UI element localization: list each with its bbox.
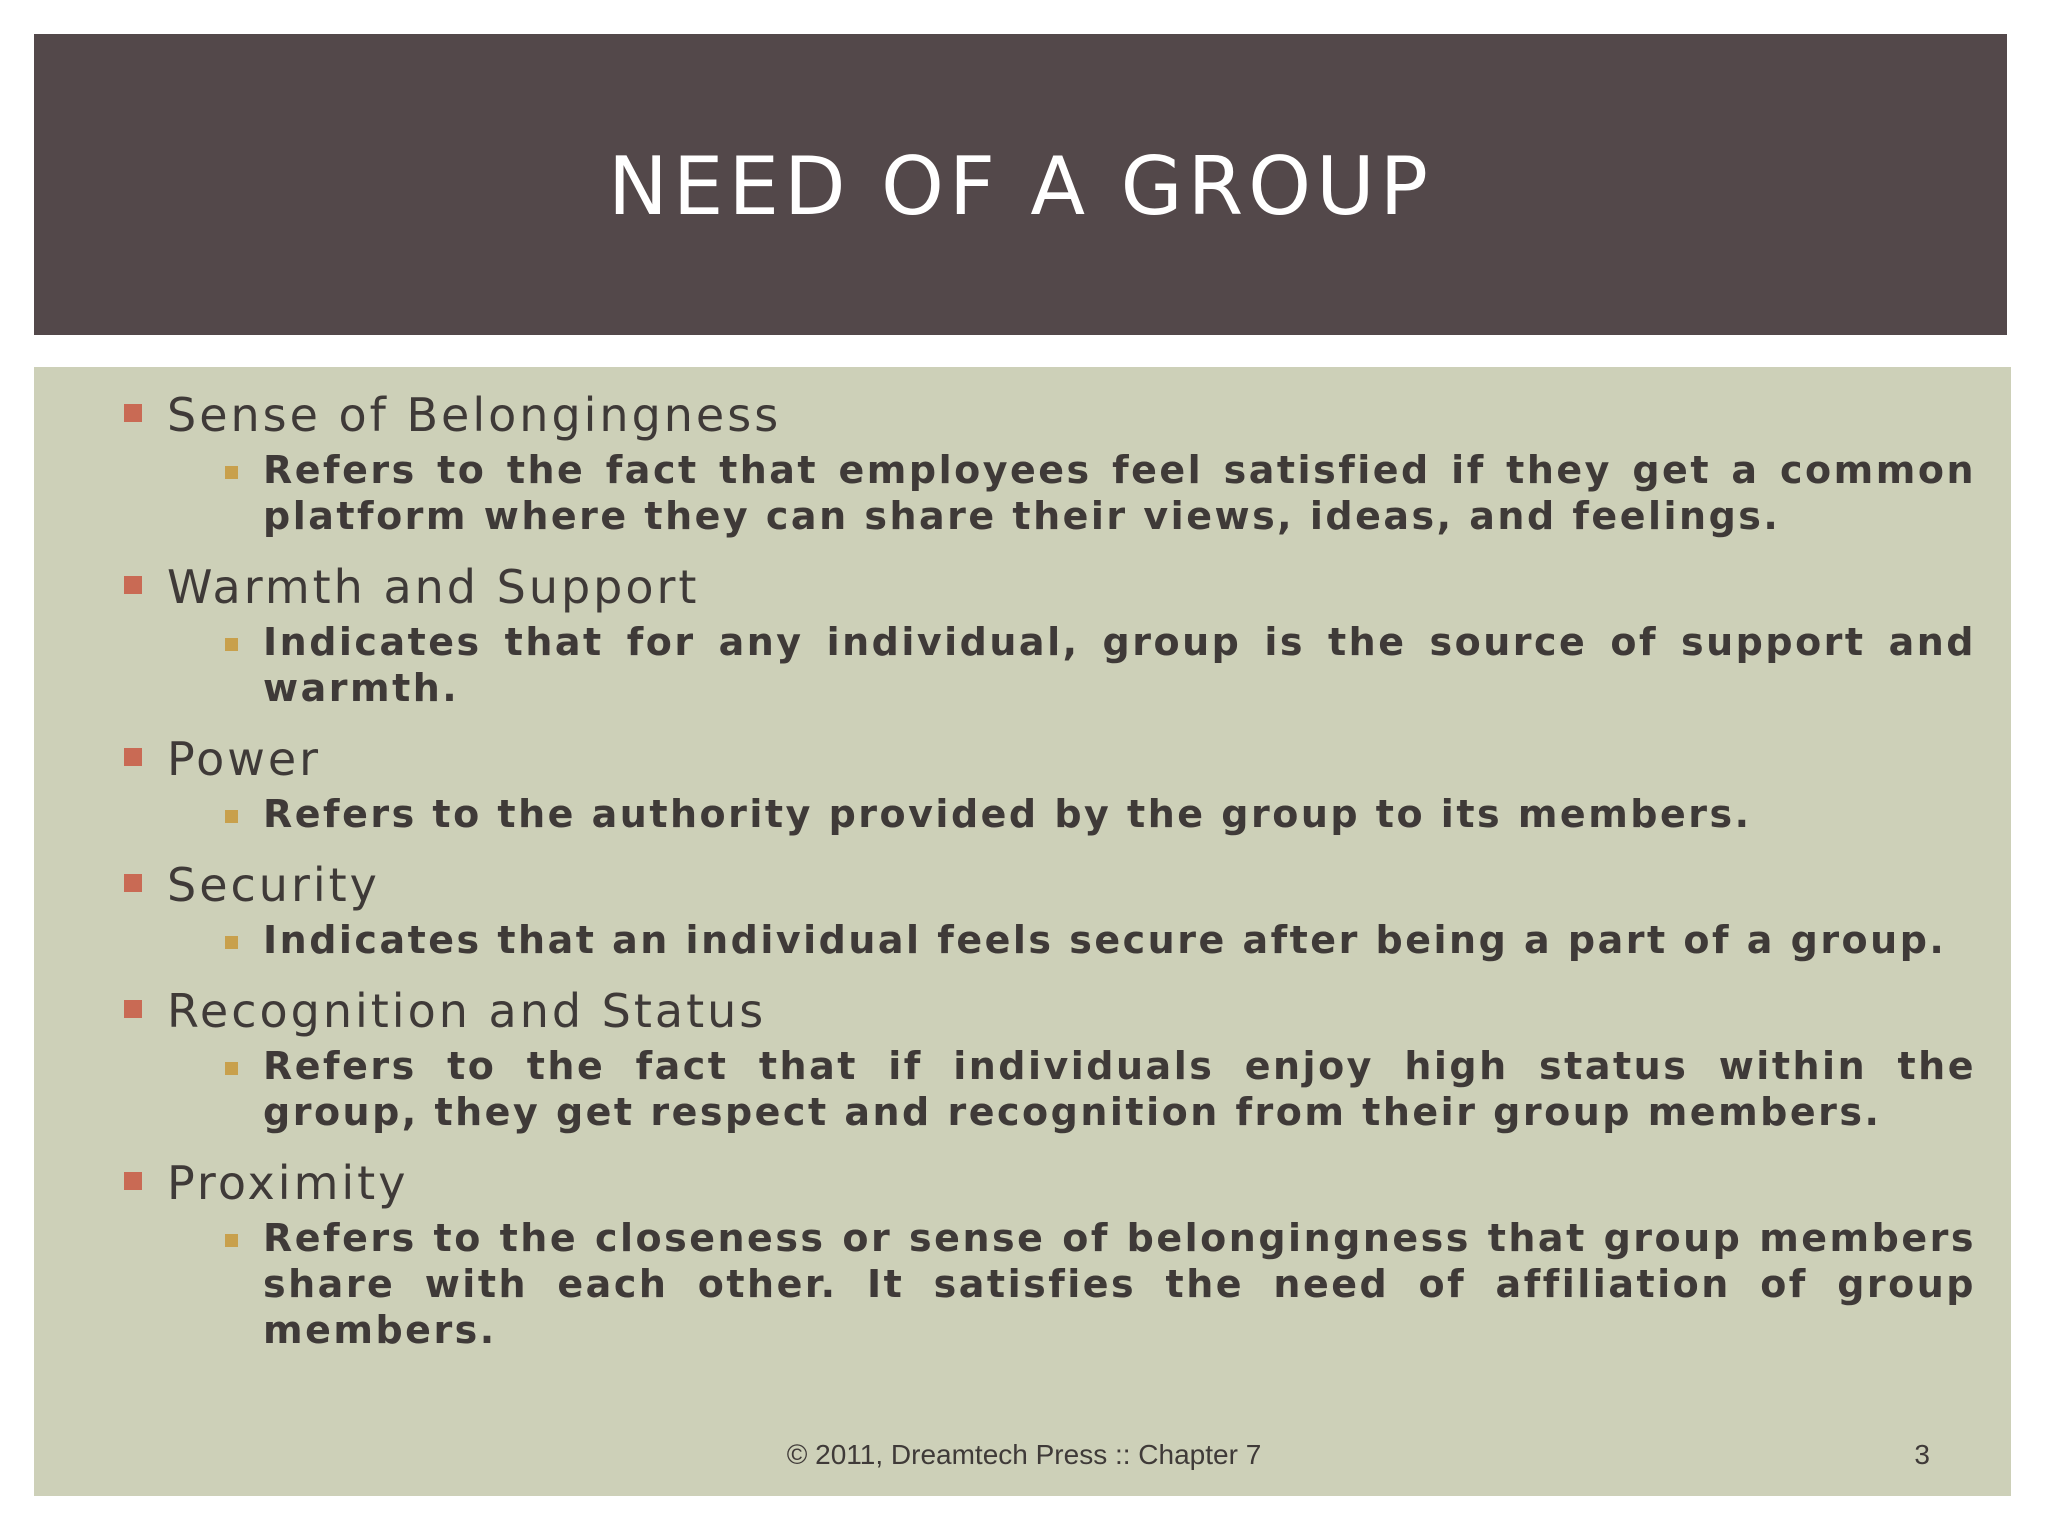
content-panel — [34, 367, 2011, 1496]
bullet-detail: Refers to the fact that employees feel satisfied if they get a common platform where they can share their views, ideas, and feelings. — [263, 448, 1976, 538]
sub-bullet-list — [167, 619, 2011, 711]
square-bullet-icon — [124, 748, 142, 766]
small-square-bullet-icon — [225, 466, 238, 479]
small-square-bullet-icon — [225, 1234, 238, 1247]
bullet-heading: Proximity — [167, 1156, 409, 1210]
bullet-heading: Security — [167, 858, 380, 912]
sub-bullet-item — [167, 1043, 2011, 1135]
bullet-item-security — [34, 857, 2011, 963]
bullet-heading: Sense of Belongingness — [167, 388, 782, 442]
bullet-detail: Indicates that for any individual, group is the source of support and warmth. — [263, 620, 1976, 710]
square-bullet-icon — [124, 1172, 142, 1190]
slide-title: NEED OF A GROUP — [608, 139, 1433, 233]
bullet-item-sense-of-belongingness — [34, 387, 2011, 539]
bullet-detail: Refers to the authority provided by the group to its members. — [263, 792, 1752, 836]
sub-bullet-list — [167, 447, 2011, 539]
small-square-bullet-icon — [225, 638, 238, 651]
bullet-detail: Refers to the fact that if individuals enjoy high status within the group, they get respect and recognition from their group members. — [263, 1044, 1976, 1134]
sub-bullet-item — [167, 1215, 2011, 1353]
square-bullet-icon — [124, 404, 142, 422]
title-band — [34, 34, 2007, 335]
small-square-bullet-icon — [225, 936, 238, 949]
sub-bullet-item — [167, 917, 2011, 963]
bullet-heading: Power — [167, 732, 322, 786]
sub-bullet-list — [167, 917, 2011, 963]
small-square-bullet-icon — [225, 1062, 238, 1075]
square-bullet-icon — [124, 576, 142, 594]
sub-bullet-item — [167, 791, 2011, 837]
sub-bullet-list — [167, 1215, 2011, 1353]
square-bullet-icon — [124, 874, 142, 892]
slide-footer: © 2011, Dreamtech Press :: Chapter 7 — [786, 1439, 1262, 1470]
bullet-detail: Indicates that an individual feels secure after being a part of a group. — [263, 918, 1947, 962]
bullet-list — [34, 387, 2011, 1373]
bullet-item-power — [34, 731, 2011, 837]
square-bullet-icon — [124, 1000, 142, 1018]
bullet-item-warmth-and-support — [34, 559, 2011, 711]
bullet-heading: Warmth and Support — [167, 560, 700, 614]
sub-bullet-item — [167, 619, 2011, 711]
sub-bullet-list — [167, 1043, 2011, 1135]
small-square-bullet-icon — [225, 810, 238, 823]
bullet-item-proximity — [34, 1155, 2011, 1353]
bullet-item-recognition-and-status — [34, 983, 2011, 1135]
sub-bullet-item — [167, 447, 2011, 539]
sub-bullet-list — [167, 791, 2011, 837]
bullet-heading: Recognition and Status — [167, 984, 767, 1038]
page-number: 3 — [1914, 1439, 1930, 1470]
bullet-detail: Refers to the closeness or sense of belongingness that group members share with each other. It satisfies the need of affiliation of group members. — [263, 1216, 1976, 1352]
